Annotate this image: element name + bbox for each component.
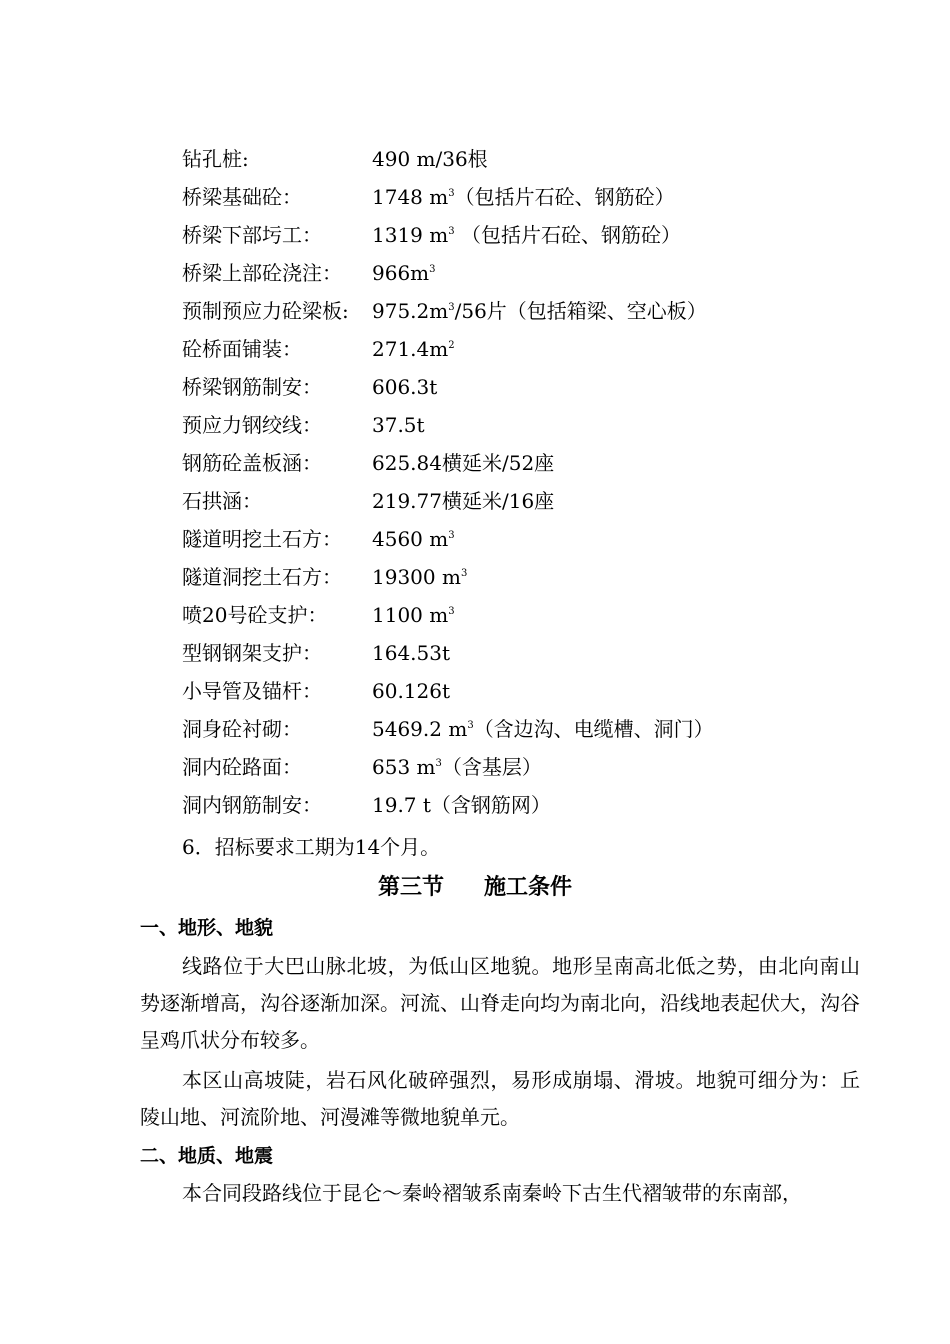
quantity-label: 型钢钢架支护：	[182, 641, 322, 665]
section-title	[0, 868, 950, 908]
quantity-value	[372, 596, 455, 634]
quantity-label: 隧道洞挖土石方：	[182, 565, 342, 589]
quantity-amount: 1319 m	[372, 223, 449, 247]
quantity-amount: 5469.2 m	[372, 717, 468, 741]
unit-exponent: 3	[448, 302, 455, 313]
paragraph-landform: 本区山高坡陡，岩石风化破碎强烈，易形成崩塌、滑坡。地貌可细分为：丘陵山地、河流阶地、河漫滩等微地貌单元。	[140, 1068, 860, 1129]
quantity-label: 洞身砼衬砌：	[182, 717, 302, 741]
quantity-amount: 219.77横延米/16座	[372, 489, 555, 513]
quantity-amount: 653 m	[372, 755, 436, 779]
quantity-value	[372, 482, 554, 520]
heading-terrain: 一、地形、地貌	[140, 917, 274, 939]
quantity-note: （包括片石砼、钢筋砼）	[454, 185, 675, 209]
quantity-value	[372, 672, 450, 710]
quantity-label: 钢筋砼盖板涵：	[182, 451, 322, 475]
quantity-label: 洞内钢筋制安：	[182, 793, 322, 817]
quantity-amount: 4560 m	[372, 527, 449, 551]
quantity-value	[372, 786, 551, 824]
quantity-label: 钻孔桩:	[182, 147, 249, 171]
quantity-value	[372, 710, 714, 748]
quantity-amount: 966m	[372, 261, 430, 285]
quantity-label: 桥梁基础砼：	[182, 185, 302, 209]
quantity-value	[372, 178, 675, 216]
quantity-label: 小导管及锚杆：	[182, 679, 322, 703]
quantity-amount: 1100 m	[372, 603, 449, 627]
quantity-amount: 975.2m	[372, 299, 449, 323]
unit-exponent: 2	[448, 340, 455, 351]
quantity-amount: 19300 m	[372, 565, 461, 589]
quantity-value	[372, 520, 455, 558]
quantity-label: 喷20号砼支护：	[182, 603, 328, 627]
quantity-value	[372, 140, 488, 178]
unit-exponent: 3	[460, 568, 468, 579]
quantity-note: （包括片石砼、钢筋砼）	[454, 223, 681, 247]
quantity-value	[372, 368, 437, 406]
paragraph-geology: 本合同段路线位于昆仑～秦岭褶皱系南秦岭下古生代褶皱带的东南部，	[182, 1181, 802, 1205]
schedule-item: 6．招标要求工期为14个月。	[182, 835, 441, 859]
unit-exponent: 3	[448, 606, 455, 617]
quantity-label: 隧道明挖土石方：	[182, 527, 342, 551]
quantity-label: 预应力钢绞线：	[182, 413, 322, 437]
quantity-label: 桥梁上部砼浇注：	[182, 261, 342, 285]
quantity-amount: 19.7 t（含钢筋网）	[372, 793, 551, 817]
quantity-label: 砼桥面铺装：	[182, 337, 302, 361]
quantity-value	[372, 330, 455, 368]
paragraph-terrain: 线路位于大巴山脉北坡，为低山区地貌。地形呈南高北低之势，由北向南山势逐渐增高，沟谷逐渐加深。河流、山脊走向均为南北向，沿线地表起伏大，沟谷呈鸡爪状分布较多。	[140, 954, 860, 1052]
quantity-amount: 164.53t	[372, 641, 451, 665]
unit-exponent: 3	[448, 530, 455, 541]
heading-geology: 二、地质、地震	[140, 1145, 274, 1167]
quantity-label: 桥梁下部圬工：	[182, 223, 322, 247]
quantity-value	[372, 748, 542, 786]
quantity-amount: 37.5t	[372, 413, 425, 437]
quantity-value	[372, 444, 554, 482]
quantity-value	[372, 406, 425, 444]
quantity-note: （含边沟、电缆槽、洞门）	[473, 717, 714, 741]
quantity-amount: 271.4m	[372, 337, 449, 361]
quantity-label: 石拱涵：	[182, 489, 262, 513]
unit-exponent: 3	[429, 264, 436, 275]
quantity-value	[372, 254, 436, 292]
quantity-amount: 490 m/36根	[372, 147, 488, 171]
quantity-amount: 606.3t	[372, 375, 438, 399]
quantity-note: （含基层）	[441, 755, 542, 779]
quantity-amount: 1748 m	[372, 185, 449, 209]
section-name: 施工条件	[484, 875, 573, 900]
quantity-value	[372, 634, 450, 672]
quantity-label: 预制预应力砼梁板:	[182, 299, 349, 323]
quantity-value	[372, 558, 467, 596]
quantity-amount: 60.126t	[372, 679, 451, 703]
quantity-label: 桥梁钢筋制安：	[182, 375, 322, 399]
section-number: 第三节	[377, 875, 444, 900]
unit-exponent: 3	[448, 188, 455, 199]
quantity-label: 洞内砼路面：	[182, 755, 302, 779]
unit-exponent: 3	[448, 226, 455, 237]
unit-exponent: 3	[467, 720, 474, 731]
unit-exponent: 3	[435, 758, 442, 769]
quantity-note: /56片（包括箱梁、空心板）	[454, 299, 707, 323]
quantity-value	[372, 216, 681, 254]
quantity-amount: 625.84横延米/52座	[372, 451, 555, 475]
quantity-value	[372, 292, 707, 330]
